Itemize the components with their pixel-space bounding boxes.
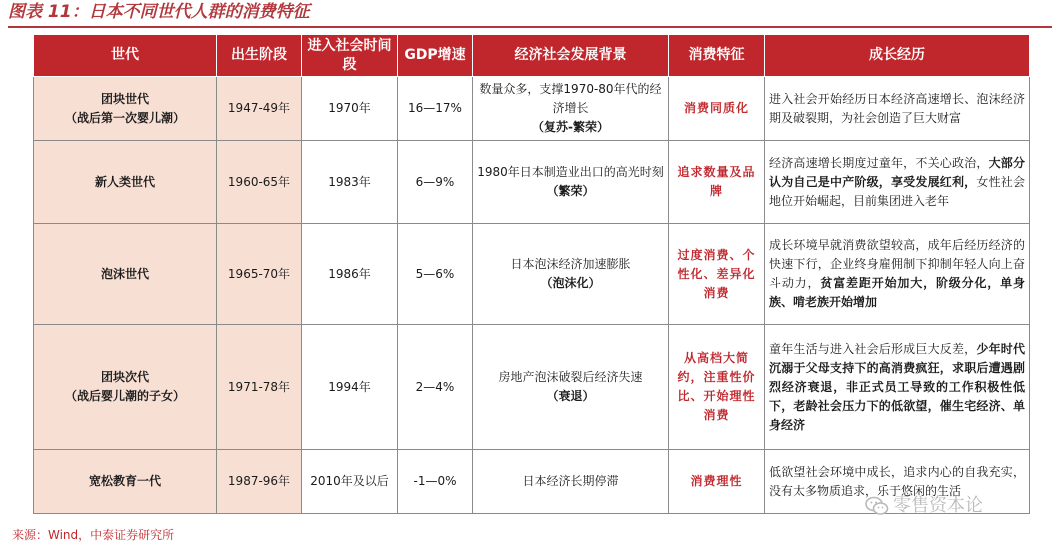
experience-cell: [765, 325, 1030, 450]
generation-name-cell: [34, 450, 217, 514]
background-phase: （繁荣）: [546, 184, 595, 198]
experience-highlight: 大部分认为自己是中产阶级，享受发展红利，: [769, 155, 1025, 189]
generation-name-cell: [34, 325, 217, 450]
background-phase: （衰退）: [546, 389, 595, 403]
generation-name: 泡沫世代: [100, 266, 149, 281]
title-rule: [8, 26, 1052, 28]
generation-name: 团块次代: [100, 370, 149, 384]
gdp-growth: -1—0%: [398, 450, 473, 514]
entry-year: 1983年: [302, 141, 398, 224]
generation-name-cell: [34, 77, 217, 141]
consumption-feature: 从高档大简约，注重性价比、开始理性消费: [669, 325, 765, 450]
generation-name: 宽松教育一代: [88, 474, 161, 488]
generation-subtitle: （战后婴儿潮的子女）: [64, 389, 185, 403]
entry-year: 1994年: [302, 325, 398, 450]
experience-text: 低欲望社会环境中成长，追求内心的自我充实，没有太多物质追求，乐于悠闲的生活: [769, 464, 1025, 498]
wechat-icon: [865, 496, 889, 516]
table-row: [34, 325, 1030, 450]
gdp-growth: 6—9%: [398, 141, 473, 224]
birth-period: 1960-65年: [217, 141, 302, 224]
table-header-row: [34, 35, 1030, 77]
experience-text: 进入社会开始经历日本经济高速增长、泡沫经济期及破裂期，为社会创造了巨大财富: [769, 91, 1025, 125]
gdp-growth: 5—6%: [398, 224, 473, 325]
gdp-growth: 2—4%: [398, 325, 473, 450]
table-row: [34, 141, 1030, 224]
entry-year: 2010年及以后: [302, 450, 398, 514]
generation-subtitle: （战后第一次婴儿潮）: [64, 110, 185, 125]
experience-text: 女性社会地位开始崛起，目前集团进入老年: [769, 174, 1025, 208]
watermark: [865, 493, 983, 519]
header-generation: 世代: [34, 35, 217, 77]
entry-year: 1986年: [302, 224, 398, 325]
birth-period: 1947-49年: [217, 77, 302, 141]
header-background: 经济社会发展背景: [473, 35, 669, 77]
background-text: 1980年日本制造业出口的高光时刻: [477, 165, 664, 179]
gdp-growth: 16—17%: [398, 77, 473, 141]
table-row: [34, 224, 1030, 325]
header-feature: 消费特征: [669, 35, 765, 77]
experience-highlight: 少年时代沉溺于父母支持下的高消费疯狂，求职后遭遇剧烈经济衰退，非正式员工导致的工作积极性低下，老龄社会压力下的低欲望，催生宅经济、单身经济: [769, 341, 1025, 432]
experience-text: 童年生活与进入社会后形成巨大反差，: [769, 341, 977, 356]
background-text: 日本经济长期停滞: [522, 474, 619, 488]
generation-name-cell: [34, 141, 217, 224]
background-phase: （复苏-繁荣）: [532, 120, 609, 134]
generation-name: 新人类世代: [94, 174, 155, 189]
consumption-feature: 过度消费、个性化、差异化消费: [669, 224, 765, 325]
entry-year: 1970年: [302, 77, 398, 141]
background-cell: [473, 141, 669, 224]
background-cell: [473, 325, 669, 450]
consumption-feature: 消费同质化: [669, 77, 765, 141]
header-experience: 成长经历: [765, 35, 1030, 77]
background-text: 数量众多，支撑1970-80年代的经济增长: [479, 82, 662, 115]
consumption-feature: 消费理性: [669, 450, 765, 514]
birth-period: 1965-70年: [217, 224, 302, 325]
header-gdp: GDP增速: [398, 35, 473, 77]
table-row: [34, 77, 1030, 141]
birth-period: 1971-78年: [217, 325, 302, 450]
generation-name-cell: [34, 224, 217, 325]
watermark-text: 零售资本论: [893, 495, 983, 516]
generation-name: 团块世代: [100, 91, 149, 106]
figure-title: 图表 11：日本不同世代人群的消费特征: [8, 2, 310, 22]
experience-cell: [765, 141, 1030, 224]
experience-cell: [765, 224, 1030, 325]
background-cell: [473, 224, 669, 325]
consumption-feature: 追求数量及品牌: [669, 141, 765, 224]
background-phase: （泡沫化）: [540, 276, 601, 290]
generations-table: [33, 34, 1030, 514]
experience-highlight: 贫富差距开始加大，阶级分化，单身族、啃老族开始增加: [769, 276, 1025, 309]
header-birth: 出生阶段: [217, 35, 302, 77]
header-entry: 进入社会时间段: [302, 35, 398, 77]
background-cell: [473, 450, 669, 514]
background-text: 日本泡沫经济加速膨胀: [510, 257, 631, 271]
birth-period: 1987-96年: [217, 450, 302, 514]
source-note: 来源：Wind，中泰证券研究所: [12, 528, 175, 542]
experience-text: 成长环境早就消费欲望较高，成年后经历经济的快速下行，企业终身雇佣制下抑制年轻人向上奋斗动力，: [769, 238, 1025, 290]
experience-cell: [765, 77, 1030, 141]
background-cell: [473, 77, 669, 141]
experience-text: 经济高速增长期度过童年，不关心政治，: [769, 155, 989, 170]
background-text: 房地产泡沫破裂后经济失速: [498, 370, 643, 384]
